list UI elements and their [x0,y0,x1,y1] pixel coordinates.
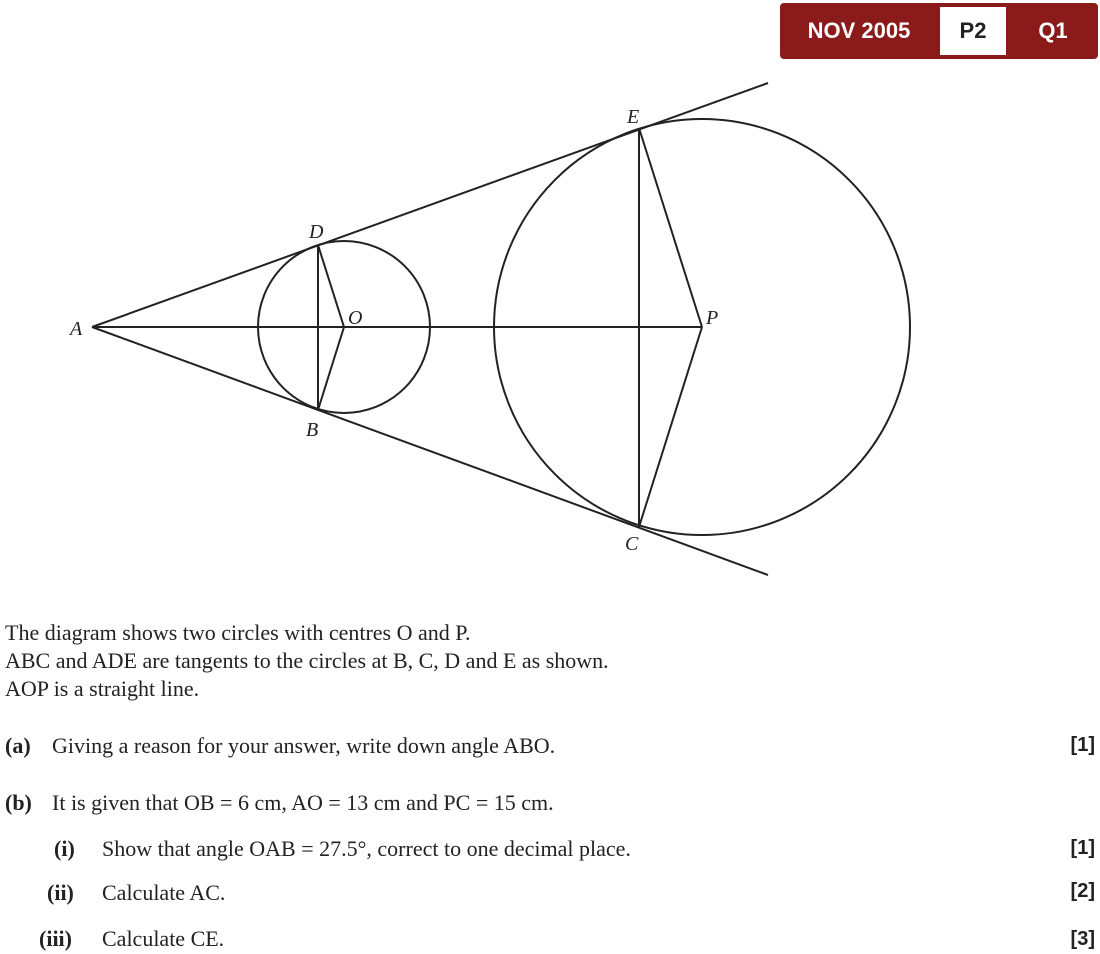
part-b-i-label: (i) [54,836,75,861]
part-b-text: It is given that OB = 6 cm, AO = 13 cm and PC = 15 cm. [52,790,554,815]
part-b-iii-label: (iii) [39,926,72,951]
part-a-mark: [1] [1070,734,1095,756]
radius-ob [318,327,344,410]
part-b-iii-text: Calculate CE. [102,926,225,951]
part-b-ii-text: Calculate AC. [102,880,226,905]
intro-line-1: The diagram shows two circles with centres O and P. [5,620,471,645]
point-label-e: E [627,106,640,128]
tangent-line-abc [92,327,768,575]
point-label-d: D [309,221,324,243]
part-b-ii-mark: [2] [1070,880,1095,902]
intro-line-3: AOP is a straight line. [5,676,200,701]
point-label-a: A [70,318,83,340]
header-badge [780,3,1098,59]
part-b-label: (b) [5,790,32,815]
radius-od [318,245,344,327]
question-number: Q1 [1038,18,1068,43]
point-label-b: B [306,419,319,441]
paper-number: P2 [940,7,1006,55]
radius-pc [639,327,702,527]
part-b-ii-label: (ii) [47,880,74,905]
intro-line-2: ABC and ADE are tangents to the circles at B, C, D and E as shown. [5,648,609,673]
exam-date: NOV 2005 [807,18,911,43]
tangent-line-ade [92,83,768,327]
part-a-text: Giving a reason for your answer, write down angle ABO. [52,733,556,758]
point-label-p: P [706,307,719,329]
tangent-circles-diagram [0,60,1100,590]
part-a-label: (a) [5,733,31,758]
point-label-c: C [625,533,639,555]
part-b-i-text: Show that angle OAB = 27.5°, correct to one decimal place. [102,836,631,861]
part-b-i-mark: [1] [1070,837,1095,859]
part-b-iii-mark: [3] [1070,928,1095,950]
radius-pe [639,128,702,327]
point-label-o: O [348,307,363,329]
